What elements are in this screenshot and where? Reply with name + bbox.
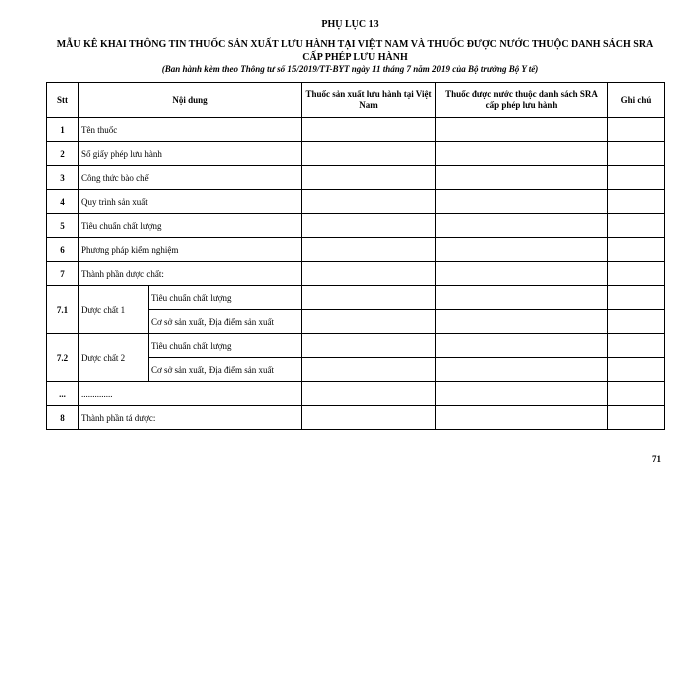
cell-note (608, 166, 665, 190)
table-row (47, 214, 665, 238)
cell-vietnam (302, 214, 436, 238)
row-stt: 6 (47, 238, 79, 262)
cell-vietnam (302, 166, 436, 190)
cell-sra (436, 382, 608, 406)
declaration-table (46, 82, 665, 430)
row-stt: 8 (47, 406, 79, 430)
table-row (47, 118, 665, 142)
cell-vietnam (302, 238, 436, 262)
cell-note (608, 214, 665, 238)
row-content: Tên thuốc (79, 118, 302, 142)
cell-vietnam (302, 406, 436, 430)
page-number: 71 (652, 454, 661, 464)
cell-note (608, 286, 665, 310)
cell-sra (436, 310, 608, 334)
document-subtitle: (Ban hành kèm theo Thông tư số 15/2019/TT-BYT ngày 11 tháng 7 năm 2019 của Bộ trưởng Bộ Y tế) (161, 64, 539, 74)
substance-subitem: Cơ sở sản xuất, Địa điểm sản xuất (149, 310, 302, 334)
header-note: Ghi chú (608, 83, 665, 118)
header-sra: Thuốc được nước thuộc danh sách SRA cấp phép lưu hành (436, 83, 608, 118)
cell-sra (436, 142, 608, 166)
cell-vietnam (302, 262, 436, 286)
cell-sra (436, 166, 608, 190)
row-stt: 7.1 (47, 286, 79, 334)
cell-note (608, 310, 665, 334)
table-header-row (47, 83, 665, 118)
cell-note (608, 406, 665, 430)
cell-note (608, 238, 665, 262)
document-title: MẪU KÊ KHAI THÔNG TIN THUỐC SẢN XUẤT LƯU HÀNH TẠI VIỆT NAM VÀ THUỐC ĐƯỢC NƯỚC THUỘC DANH SÁCH SRA CẤP PHÉP LƯU HÀNH (56, 39, 654, 63)
table-row (47, 382, 665, 406)
cell-vietnam (302, 358, 436, 382)
row-stt: ... (47, 382, 79, 406)
row-stt: 5 (47, 214, 79, 238)
cell-vietnam (302, 286, 436, 310)
row-content: Công thức bào chế (79, 166, 302, 190)
cell-note (608, 334, 665, 358)
table-row (47, 142, 665, 166)
header-content: Nội dung (79, 83, 302, 118)
substance-label: Dược chất 1 (79, 286, 149, 334)
table-row (47, 238, 665, 262)
row-content: Quy trình sản xuất (79, 190, 302, 214)
table-row (47, 334, 665, 358)
cell-note (608, 190, 665, 214)
table-row (47, 286, 665, 310)
cell-sra (436, 334, 608, 358)
cell-sra (436, 190, 608, 214)
row-content: Tiêu chuẩn chất lượng (79, 214, 302, 238)
cell-sra (436, 262, 608, 286)
table-row (47, 262, 665, 286)
cell-note (608, 118, 665, 142)
cell-sra (436, 238, 608, 262)
row-content: Thành phần dược chất: (79, 262, 302, 286)
header-stt: Stt (47, 83, 79, 118)
row-stt: 7.2 (47, 334, 79, 382)
row-stt: 3 (47, 166, 79, 190)
cell-vietnam (302, 190, 436, 214)
substance-subitem: Tiêu chuẩn chất lượng (149, 286, 302, 310)
cell-sra (436, 214, 608, 238)
cell-sra (436, 358, 608, 382)
cell-sra (436, 286, 608, 310)
substance-label: Dược chất 2 (79, 334, 149, 382)
cell-vietnam (302, 334, 436, 358)
cell-sra (436, 406, 608, 430)
row-content: Phương pháp kiểm nghiệm (79, 238, 302, 262)
cell-vietnam (302, 142, 436, 166)
appendix-label: PHỤ LỤC 13 (321, 19, 379, 30)
row-stt: 4 (47, 190, 79, 214)
cell-vietnam (302, 310, 436, 334)
table-row (47, 190, 665, 214)
row-content: Thành phần tá dược: (79, 406, 302, 430)
row-content: .............. (79, 382, 302, 406)
cell-note (608, 382, 665, 406)
cell-sra (436, 118, 608, 142)
cell-vietnam (302, 382, 436, 406)
row-content: Số giấy phép lưu hành (79, 142, 302, 166)
row-stt: 2 (47, 142, 79, 166)
cell-vietnam (302, 118, 436, 142)
table-row (47, 166, 665, 190)
substance-subitem: Cơ sở sản xuất, Địa điểm sản xuất (149, 358, 302, 382)
row-stt: 1 (47, 118, 79, 142)
cell-note (608, 358, 665, 382)
header-vietnam: Thuốc sản xuất lưu hành tại Việt Nam (302, 83, 436, 118)
table-row (47, 406, 665, 430)
cell-note (608, 262, 665, 286)
row-stt: 7 (47, 262, 79, 286)
cell-note (608, 142, 665, 166)
substance-subitem: Tiêu chuẩn chất lượng (149, 334, 302, 358)
